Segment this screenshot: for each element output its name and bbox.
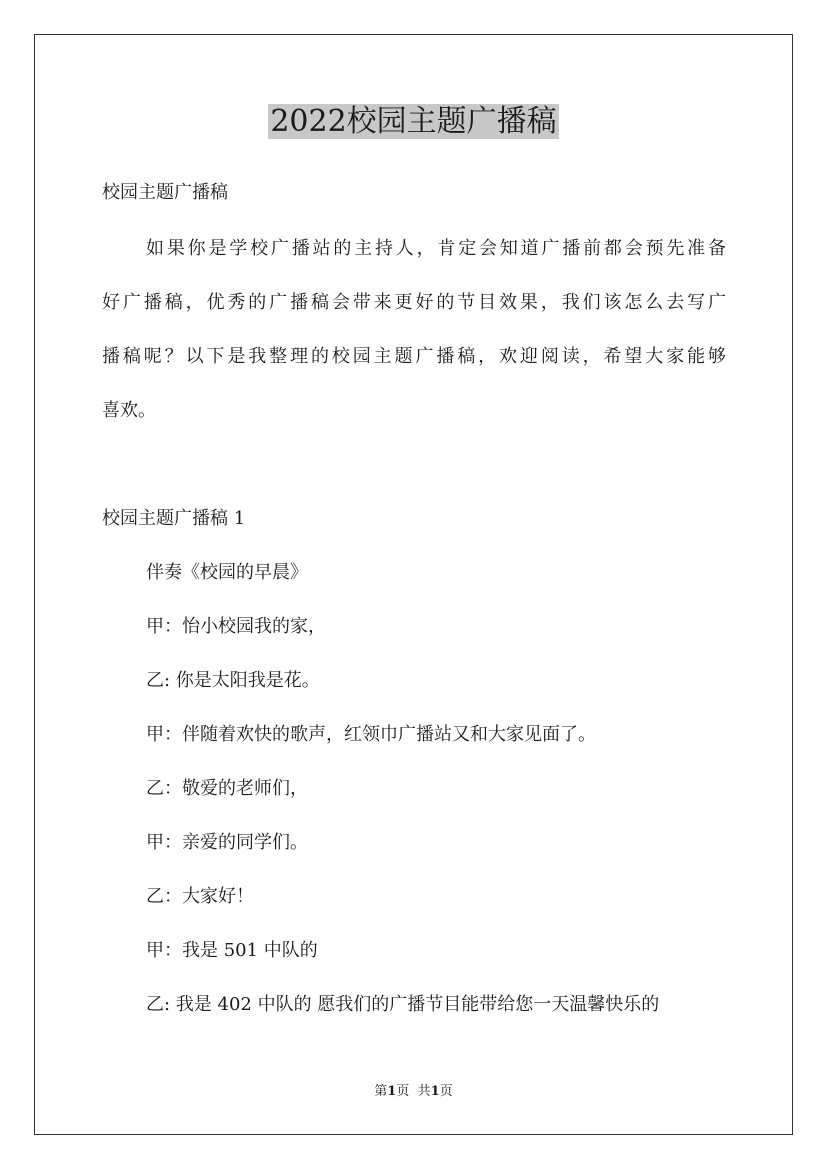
script-line-4: 甲：伴随着欢快的歌声，红领巾广播站又和大家见面了。 — [146, 724, 596, 745]
script-line-2: 甲：怡小校园我的家， — [146, 616, 326, 637]
script-line-7: 乙：大家好！ — [146, 886, 254, 907]
script-line-8: 甲：我是 501 中队的 — [146, 940, 318, 961]
section-heading: 校园主题广播稿 1 — [102, 508, 246, 529]
footer-total-prefix: 共 — [417, 1084, 431, 1099]
page-footer — [0, 1083, 827, 1101]
intro-line-1: 如果你是学校广播站的主持人，肯定会知道广播前都会预先准备 — [146, 238, 726, 259]
document-subtitle: 校园主题广播稿 — [102, 182, 228, 203]
footer-page-prefix: 第 — [374, 1084, 388, 1099]
footer-page-total: 1 — [430, 1084, 440, 1099]
script-line-9: 乙: 我是 402 中队的 愿我们的广播节目能带给您一天温馨快乐的 — [146, 994, 660, 1015]
footer-page-suffix: 页 — [396, 1084, 410, 1099]
script-line-6: 甲：亲爱的同学们。 — [146, 832, 308, 853]
script-line-5: 乙：敬爱的老师们， — [146, 778, 308, 799]
intro-line-3: 播稿呢？以下是我整理的校园主题广播稿，欢迎阅读，希望大家能够 — [102, 346, 726, 367]
document-title — [0, 100, 827, 144]
script-line-3: 乙: 你是太阳我是花。 — [146, 670, 320, 691]
script-line-1: 伴奏《校园的早晨》 — [146, 562, 308, 583]
document-title-text: 2022校园主题广播稿 — [270, 104, 557, 139]
intro-line-2: 好广播稿，优秀的广播稿会带来更好的节目效果，我们该怎么去写广 — [102, 292, 726, 313]
intro-line-4: 喜欢。 — [102, 400, 156, 421]
footer-page-current: 1 — [387, 1084, 397, 1099]
footer-total-suffix: 页 — [439, 1084, 453, 1099]
